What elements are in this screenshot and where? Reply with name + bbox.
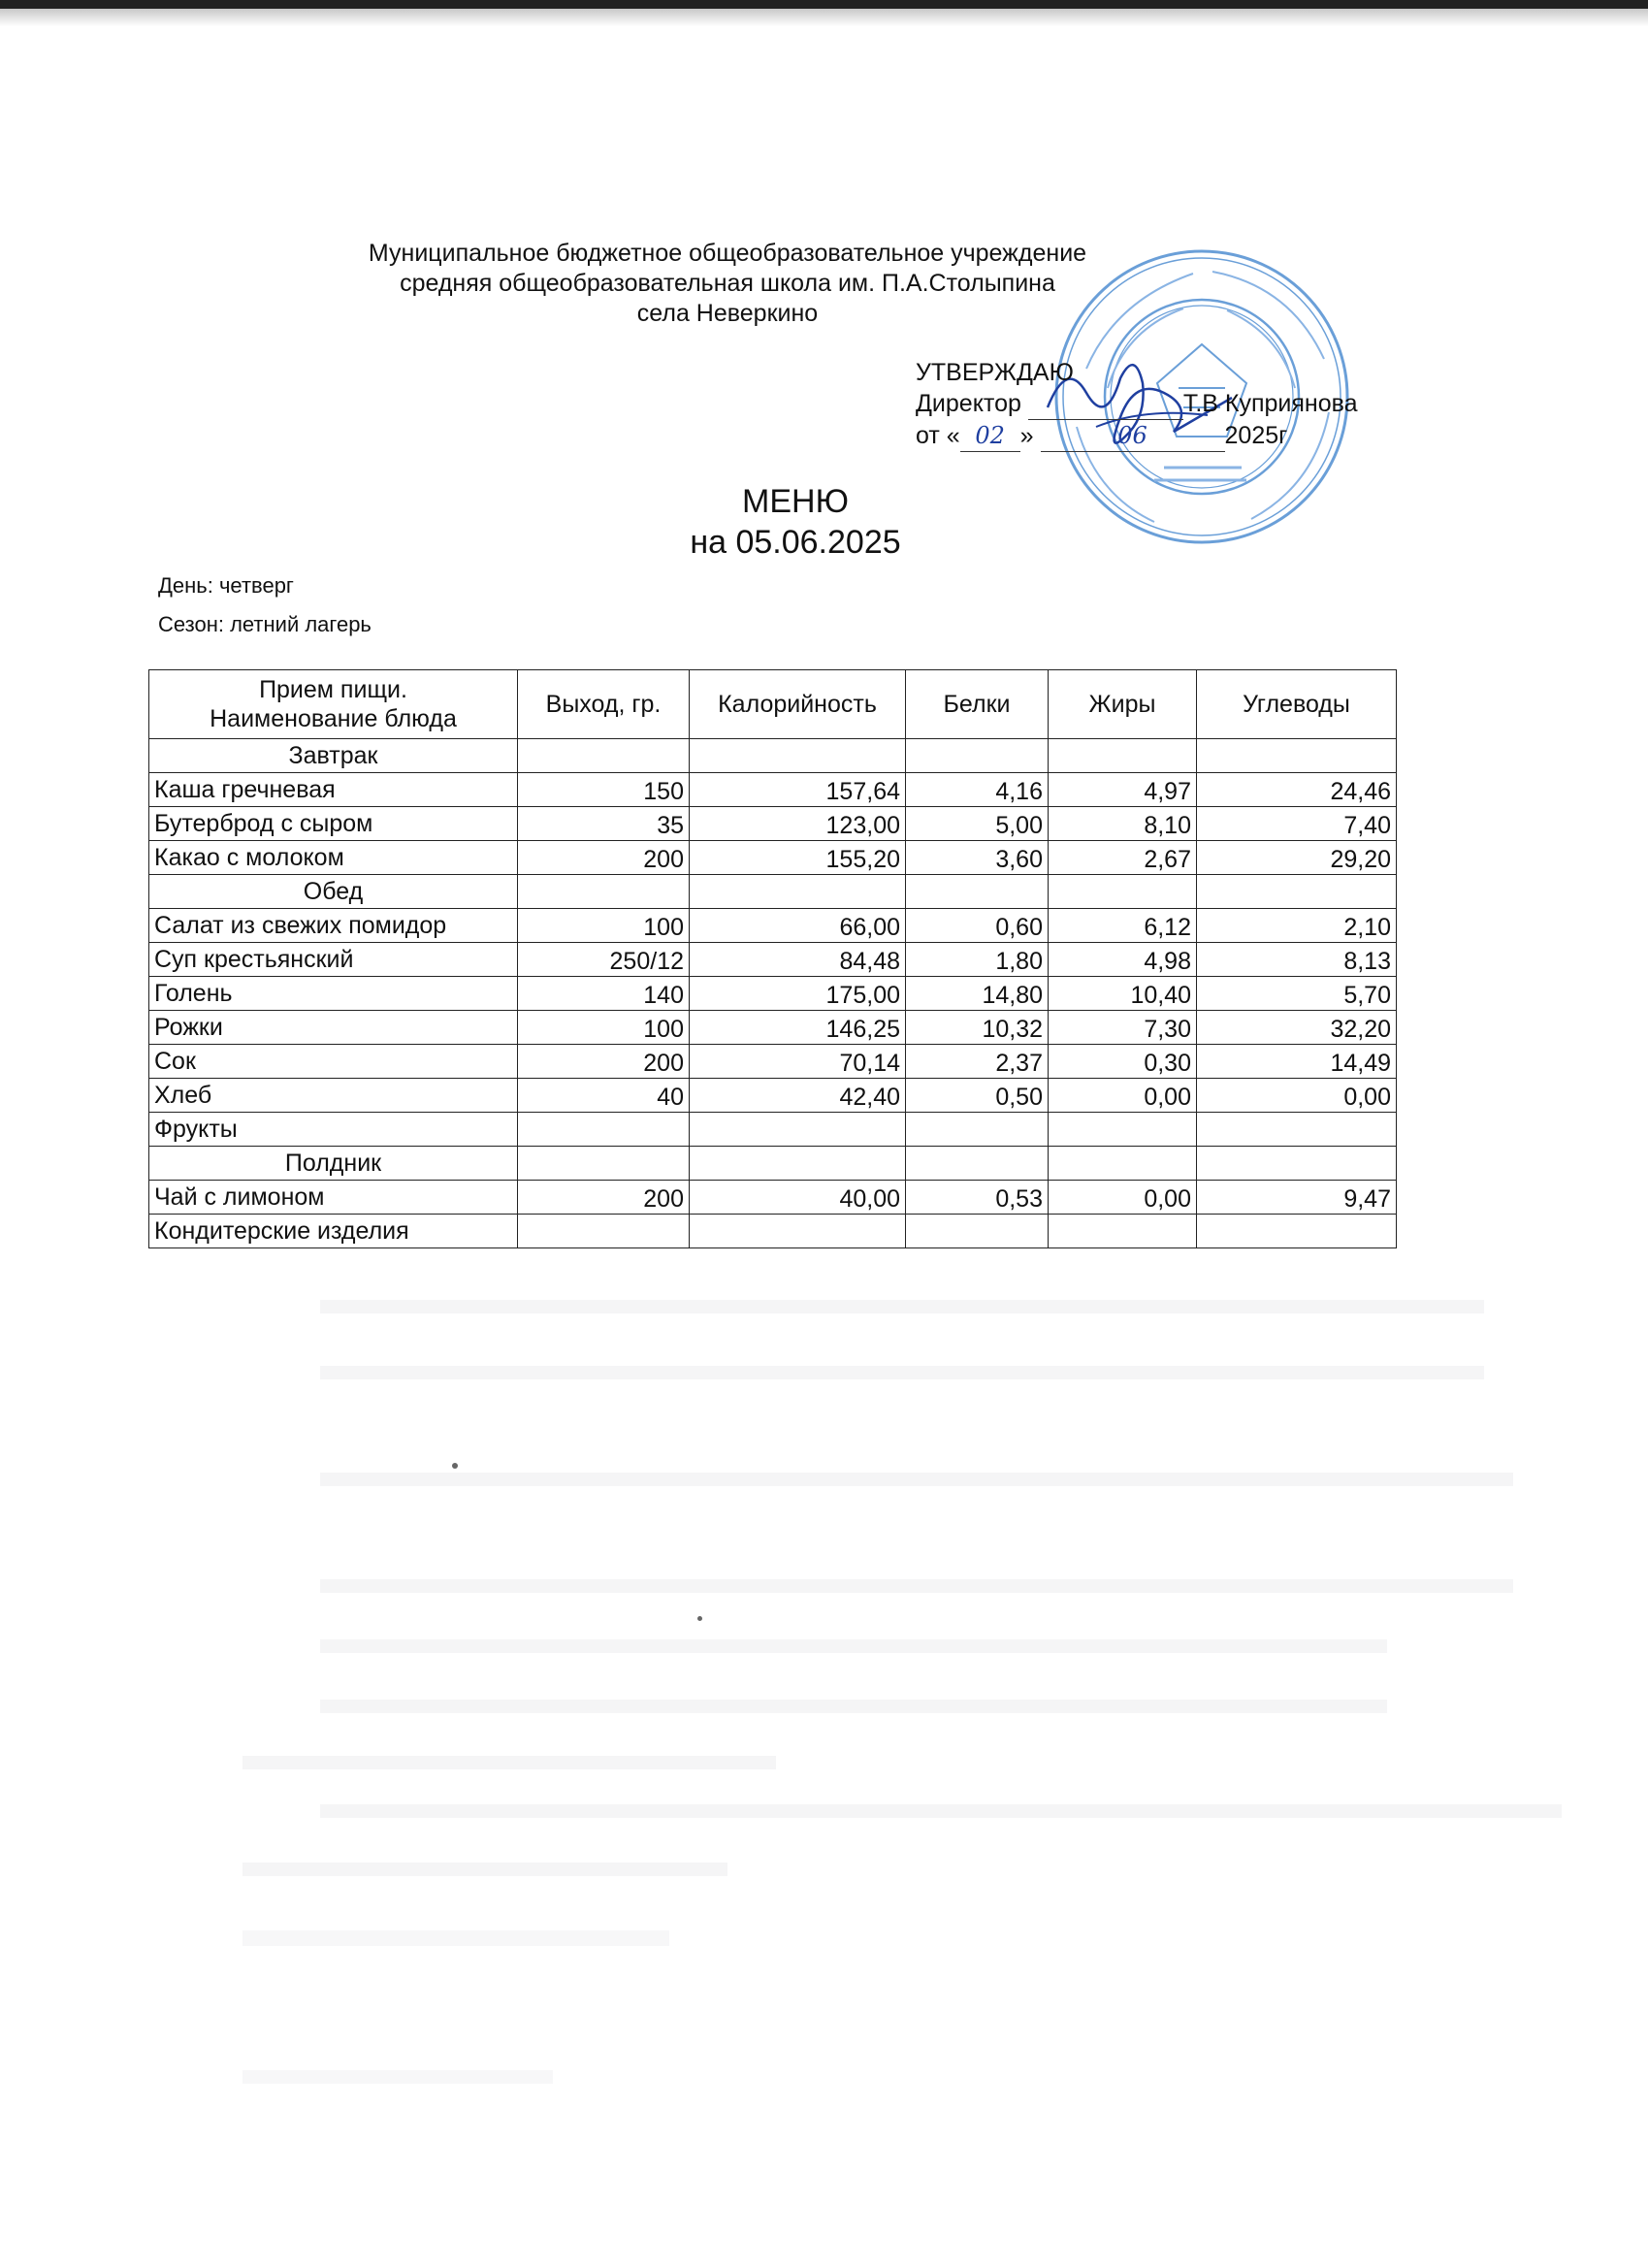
section-row — [149, 875, 1397, 909]
cell-fat: 4,98 — [1049, 943, 1197, 977]
table-row — [149, 1011, 1397, 1045]
empty-cell — [906, 1147, 1049, 1181]
cell-fat: 2,67 — [1049, 841, 1197, 875]
cell-output — [518, 1215, 690, 1248]
empty-cell — [1197, 1147, 1397, 1181]
cell-fat: 7,30 — [1049, 1011, 1197, 1045]
season: Сезон: летний лагерь — [158, 612, 372, 636]
header-dish-line-2: Наименование блюда — [210, 705, 457, 732]
table-row — [149, 909, 1397, 943]
cell-protein: 4,16 — [906, 773, 1049, 807]
empty-cell — [1049, 1147, 1197, 1181]
cell-carbs: 24,46 — [1197, 773, 1397, 807]
cell-protein: 3,60 — [906, 841, 1049, 875]
cell-output: 100 — [518, 1011, 690, 1045]
menu-table — [148, 669, 1397, 1248]
scan-top-edge — [0, 0, 1648, 9]
date-month: 06 — [1117, 422, 1147, 449]
signature-line — [1028, 388, 1183, 420]
table-row — [149, 807, 1397, 841]
cell-output: 250/12 — [518, 943, 690, 977]
table-row — [149, 1113, 1397, 1147]
cell-carbs: 5,70 — [1197, 977, 1397, 1011]
cell-fat: 0,00 — [1049, 1079, 1197, 1113]
header-calories: Калорийность — [690, 670, 906, 739]
header-output: Выход, гр. — [518, 670, 690, 739]
cell-carbs: 32,20 — [1197, 1011, 1397, 1045]
empty-cell — [1197, 739, 1397, 773]
menu-title — [0, 481, 1591, 563]
dish-name: Чай с лимоном — [149, 1181, 518, 1215]
header-dish — [149, 670, 518, 739]
section-row — [149, 739, 1397, 773]
table-row — [149, 773, 1397, 807]
menu-title-main: МЕНЮ — [742, 483, 849, 520]
section-name: Полдник — [149, 1147, 518, 1181]
cell-protein: 5,00 — [906, 807, 1049, 841]
header-dish-line-1: Прием пищи. — [259, 676, 407, 703]
cell-fat: 0,30 — [1049, 1045, 1197, 1079]
day-of-week: День: четверг — [158, 573, 294, 598]
empty-cell — [1049, 739, 1197, 773]
director-label: Директор — [916, 390, 1021, 417]
empty-cell — [518, 739, 690, 773]
cell-fat — [1049, 1113, 1197, 1147]
cell-carbs — [1197, 1113, 1397, 1147]
cell-protein: 1,80 — [906, 943, 1049, 977]
cell-carbs: 14,49 — [1197, 1045, 1397, 1079]
cell-carbs — [1197, 1215, 1397, 1248]
cell-protein: 0,53 — [906, 1181, 1049, 1215]
cell-fat: 8,10 — [1049, 807, 1197, 841]
cell-output: 100 — [518, 909, 690, 943]
scan-speck — [452, 1463, 458, 1469]
cell-carbs: 7,40 — [1197, 807, 1397, 841]
dish-name: Сок — [149, 1045, 518, 1079]
organization-line-2: средняя общеобразовательная школа им. П.А.Столыпина — [400, 270, 1055, 297]
scan-edge-shadow — [0, 9, 1648, 26]
date-day: 02 — [975, 422, 1005, 449]
cell-carbs: 8,13 — [1197, 943, 1397, 977]
cell-protein: 0,50 — [906, 1079, 1049, 1113]
empty-cell — [1049, 875, 1197, 909]
table-row — [149, 1181, 1397, 1215]
organization-line-1: Муниципальное бюджетное общеобразовательное учреждение — [368, 240, 1087, 267]
dish-name: Салат из свежих помидор — [149, 909, 518, 943]
cell-carbs: 9,47 — [1197, 1181, 1397, 1215]
cell-fat: 0,00 — [1049, 1181, 1197, 1215]
table-header-row — [149, 670, 1397, 739]
empty-cell — [906, 875, 1049, 909]
header-carbs: Углеводы — [1197, 670, 1397, 739]
menu-title-date: на 05.06.2025 — [690, 524, 901, 561]
date-mid: » — [1019, 422, 1034, 449]
cell-fat: 6,12 — [1049, 909, 1197, 943]
dish-name: Рожки — [149, 1011, 518, 1045]
dish-name: Голень — [149, 977, 518, 1011]
empty-cell — [690, 1147, 906, 1181]
cell-protein: 0,60 — [906, 909, 1049, 943]
cell-output: 200 — [518, 1181, 690, 1215]
table-row — [149, 841, 1397, 875]
cell-calories — [690, 1215, 906, 1248]
table-row — [149, 1079, 1397, 1113]
cell-calories: 123,00 — [690, 807, 906, 841]
cell-output: 200 — [518, 1045, 690, 1079]
cell-calories: 42,40 — [690, 1079, 906, 1113]
table-row — [149, 1045, 1397, 1079]
dish-name: Фрукты — [149, 1113, 518, 1147]
table-row — [149, 977, 1397, 1011]
cell-output: 140 — [518, 977, 690, 1011]
cell-output: 150 — [518, 773, 690, 807]
section-row — [149, 1147, 1397, 1181]
section-name: Завтрак — [149, 739, 518, 773]
cell-calories — [690, 1113, 906, 1147]
cell-fat: 10,40 — [1049, 977, 1197, 1011]
dish-name: Суп крестьянский — [149, 943, 518, 977]
organization-line-3: села Неверкино — [636, 300, 819, 327]
cell-output: 35 — [518, 807, 690, 841]
cell-protein: 2,37 — [906, 1045, 1049, 1079]
cell-calories: 155,20 — [690, 841, 906, 875]
cell-protein: 10,32 — [906, 1011, 1049, 1045]
cell-calories: 157,64 — [690, 773, 906, 807]
cell-calories: 84,48 — [690, 943, 906, 977]
date-day-field — [960, 420, 1020, 452]
empty-cell — [1197, 875, 1397, 909]
dish-name: Какао с молоком — [149, 841, 518, 875]
cell-calories: 66,00 — [690, 909, 906, 943]
empty-cell — [690, 875, 906, 909]
approval-label: УТВЕРЖДАЮ — [916, 359, 1074, 386]
header-protein: Белки — [906, 670, 1049, 739]
scan-speck — [697, 1616, 702, 1621]
dish-name: Каша гречневая — [149, 773, 518, 807]
cell-calories: 40,00 — [690, 1181, 906, 1215]
empty-cell — [906, 739, 1049, 773]
cell-fat — [1049, 1215, 1197, 1248]
director-line — [916, 388, 1358, 420]
section-name: Обед — [149, 875, 518, 909]
cell-carbs: 29,20 — [1197, 841, 1397, 875]
cell-fat: 4,97 — [1049, 773, 1197, 807]
cell-output: 40 — [518, 1079, 690, 1113]
table-row — [149, 1215, 1397, 1248]
empty-cell — [518, 875, 690, 909]
dish-name: Хлеб — [149, 1079, 518, 1113]
cell-calories: 70,14 — [690, 1045, 906, 1079]
cell-output — [518, 1113, 690, 1147]
date-prefix: от « — [916, 422, 960, 449]
menu-table-body — [149, 739, 1397, 1248]
header-fat: Жиры — [1049, 670, 1197, 739]
empty-cell — [518, 1147, 690, 1181]
empty-cell — [690, 739, 906, 773]
cell-output: 200 — [518, 841, 690, 875]
approval-date-line — [916, 420, 1358, 452]
cell-carbs: 0,00 — [1197, 1079, 1397, 1113]
cell-protein: 14,80 — [906, 977, 1049, 1011]
dish-name: Кондитерские изделия — [149, 1215, 518, 1248]
cell-calories: 175,00 — [690, 977, 906, 1011]
table-row — [149, 943, 1397, 977]
date-month-field — [1041, 420, 1225, 452]
approval-block — [916, 357, 1358, 452]
dish-name: Бутерброд с сыром — [149, 807, 518, 841]
cell-calories: 146,25 — [690, 1011, 906, 1045]
cell-protein — [906, 1113, 1049, 1147]
director-name: Т.В Куприянова — [1182, 390, 1358, 417]
cell-carbs: 2,10 — [1197, 909, 1397, 943]
date-year: 2025г — [1224, 422, 1288, 449]
menu-meta — [158, 567, 372, 644]
cell-protein — [906, 1215, 1049, 1248]
